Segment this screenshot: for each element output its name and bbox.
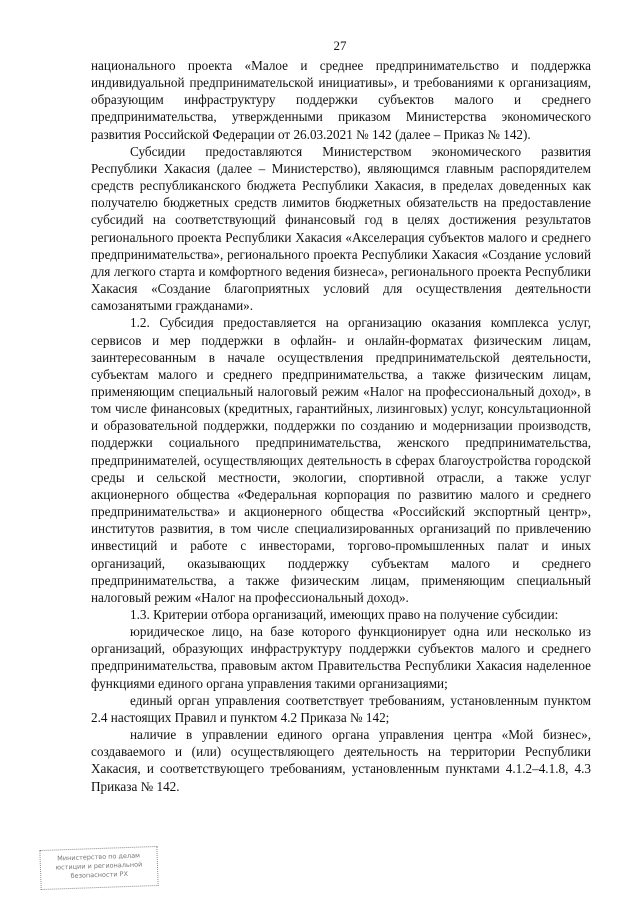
paragraph-intro: национального проекта «Малое и среднее предпринимательство и поддержка индивидуальной предпринимательской инициативы», и требованиями к организациям, образующим инфраструктуру поддержки субъектов малого и среднего предпринимательства, утвержденными приказом Министерства экономического развития Российской Федерации от 26.03.2021 № 142 (далее – Приказ № 142). — [91, 58, 591, 142]
registration-stamp — [39, 846, 158, 890]
page-number: 27 — [333, 38, 347, 53]
paragraph-1-2: 1.2. Субсидия предоставляется на организацию оказания комплекса услуг, сервисов и мер поддержки в офлайн- и онлайн-форматах физическим лицам, заинтересованным в начале осуществления предпринимательской деятельности, субъектам малого и среднего предпринимательства, а также физическим лицам, применяющим специальный налоговый режим «Налог на профессиональный доход», в том числе финансовых (кредитных, гарантийных, лизинговых) услуг, консультационной и образовательной поддержки, поддержки по созданию и модернизации производств, поддержки социального предпринимательства, женского предпринимательства, предпринимателей, осуществляющих деятельность в сферах благоустройства городской среды и сельской местности, экологии, спортивной отрасли, а также услуг акционерного общества «Федеральная корпорация по развитию малого и среднего предпринимательства» и акционерного общества «Российский экспортный центр», институтов развития, в том числе специализированных организаций по привлечению инвестиций и работе с инвесторами, торгово-промышленных палат и иных организаций, оказывающих поддержку субъектам малого и среднего предпринимательства, а также физическим лицам, применяющим специальный налоговый режим «Налог на профессиональный доход». — [91, 315, 591, 605]
stamp-line: безопасности РХ — [70, 869, 129, 880]
document-body — [91, 57, 591, 795]
stamp-line: Министерство по делам — [57, 851, 141, 863]
stamp-line: юстиции и региональной — [55, 860, 143, 872]
paragraph-1-3: 1.3. Критерии отбора организаций, имеющих право на получение субсидии: — [130, 607, 559, 622]
paragraph-criterion-requirements: единый орган управления соответствует требованиям, установленным пунктом 2.4 настоящих Правил и пунктом 4.2 Приказа № 142; — [91, 692, 591, 725]
paragraph-criterion-legal-entity: юридическое лицо, на базе которого функционирует одна или несколько из организаций, образующих инфраструктуру поддержки субъектов малого и среднего предпринимательства, правовым актом Правительства Республики Хакасия наделенное функциями единого органа управления такими организациями; — [91, 624, 591, 691]
paragraph-criterion-my-business: наличие в управлении единого органа управления центра «Мой бизнес», создаваемого и (или) осуществляющего деятельность на территории Республики Хакасия, и соответствующего требованиям, установленным пунктами 4.1.2–4.1.8, 4.3 Приказа № 142. — [91, 727, 591, 794]
paragraph-subsidies-provider: Субсидии предоставляются Министерством экономического развития Республики Хакасия (далее – Министерство), являющимся главным распорядителем средств республиканского бюджета Республики Хакасия, в пределах доведенных как получателю бюджетных средств лимитов бюджетных обязательств на предоставление субсидий на соответствующий финансовый год в целях достижения результатов регионального проекта Республики Хакасия «Акселерация субъектов малого и среднего предпринимательства», регионального проекта Республики Хакасия «Создание условий для легкого старта и комфортного ведения бизнеса», регионального проекта Республики Хакасия «Создание благоприятных условий для осуществления деятельности самозанятыми гражданами». — [91, 143, 591, 314]
